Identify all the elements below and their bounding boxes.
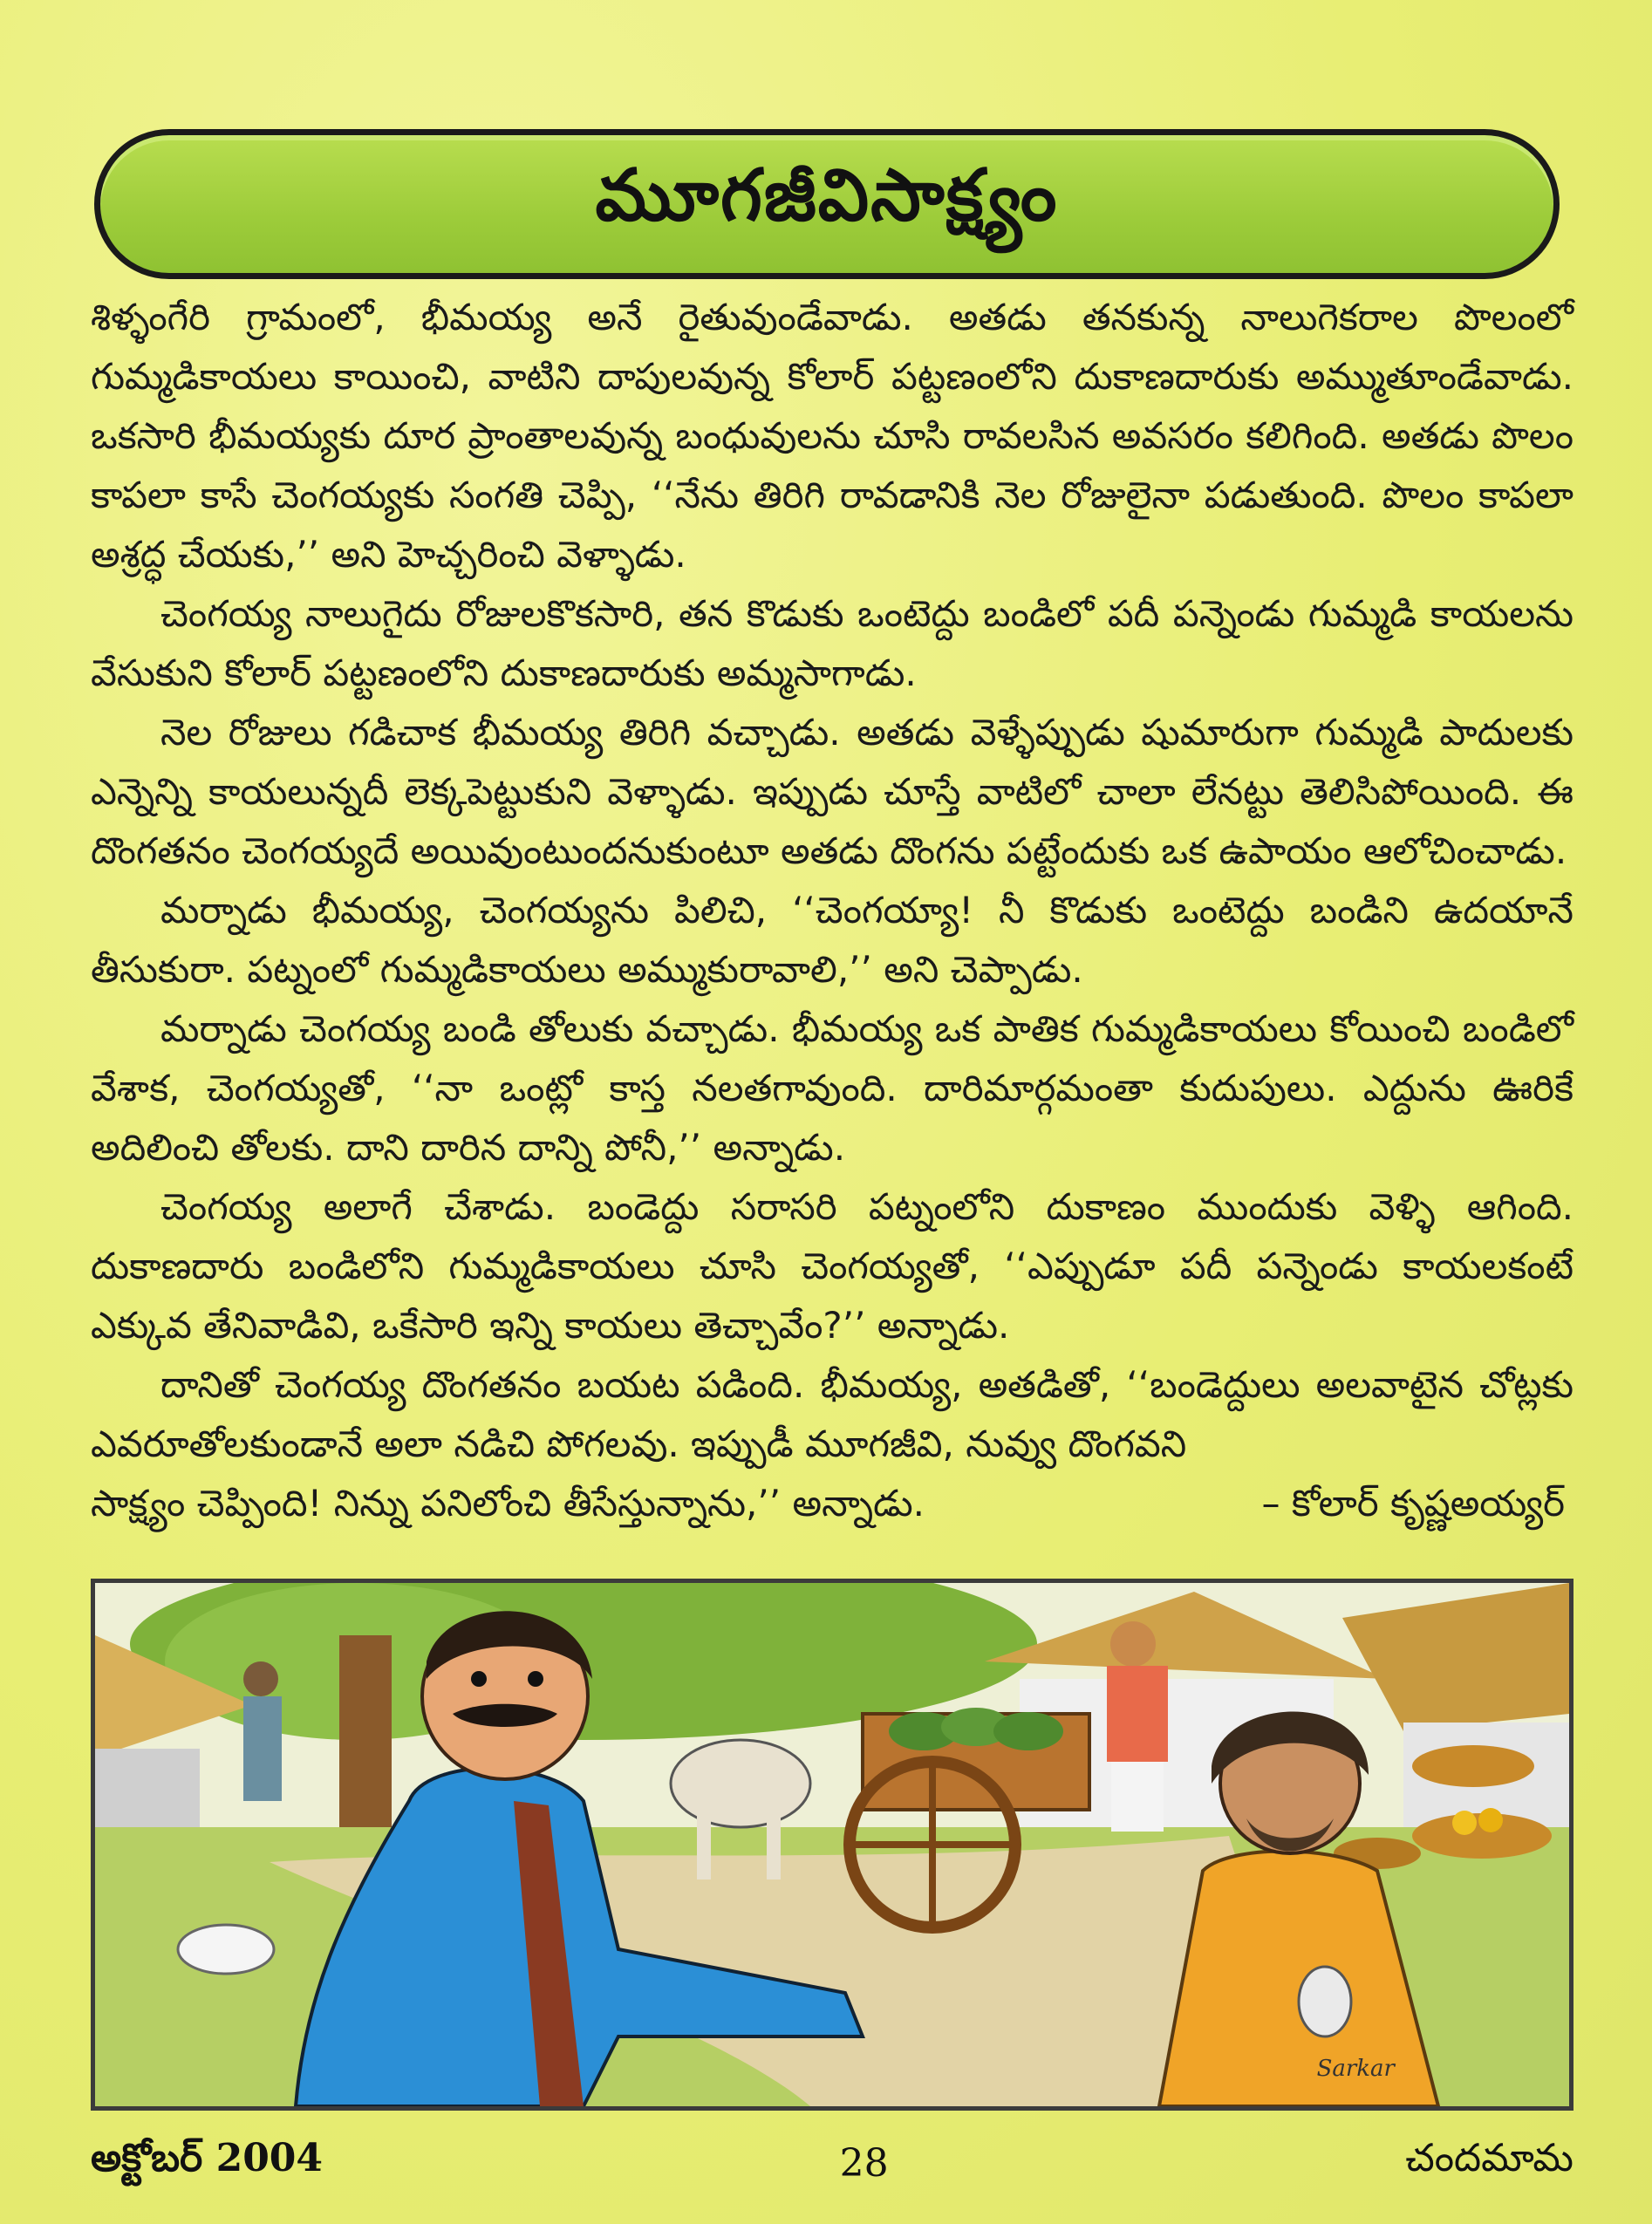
- story-paragraph-3: నెల రోజులు గడిచాక భీమయ్య తిరిగి వచ్చాడు. అతడు వెళ్ళేప్పుడు షుమారుగా గుమ్మడి పాదులకు ఎన్నెన్ని కాయలున్నదీ లెక్కపెట్టుకుని వెళ్ళాడు. ఇప్పుడు చూస్తే వాటిలో చాలా లేనట్టు తెలిసిపోయింది. ఈ దొంగతనం చెంగయ్యదే అయివుంటుందనుకుంటూ అతడు దొంగను పట్టేందుకు ఒక ఉపాయం ఆలోచించాడు.: [91, 711, 1573, 872]
- artist-signature: Sarkar: [1316, 2056, 1395, 2082]
- title-banner: [94, 129, 1560, 279]
- story-illustration: [91, 1579, 1573, 2111]
- signoff-line: [91, 1474, 1573, 1533]
- story-title: మూగజీవిసాక్ష్యం: [595, 153, 1059, 237]
- story-paragraph-4: మర్నాడు భీమయ్య, చెంగయ్యను పిలిచి, ‘‘చెంగయ్యా! నీ కొడుకు ఒంటెద్దు బండిని ఉదయానే తీసుకురా. పట్నంలో గుమ్మడికాయలు అమ్ముకురావాలి,’’ అని చెప్పాడు.: [91, 889, 1573, 991]
- page-footer: [91, 2128, 1573, 2198]
- illustration-scene: [95, 1583, 1569, 2106]
- issue-month: అక్టోబర్ 2004: [91, 2136, 324, 2180]
- story-body: [91, 288, 1573, 1552]
- page-number: 28: [839, 2140, 889, 2186]
- story-paragraph-6: చెంగయ్య అలాగే చేశాడు. బండెద్దు సరాసరి పట్నంలోని దుకాణం ముందుకు వెళ్ళి ఆగింది. దుకాణదారు బండిలోని గుమ్మడికాయలు చూసి చెంగయ్యతో, ‘‘ఎప్పుడూ పదీ పన్నెండు కాయలకంటే ఎక్కువ తేనివాడివి, ఒకేసారి ఇన్ని కాయలు తెచ్చావేం?’’ అన్నాడు.: [91, 1185, 1573, 1347]
- story-paragraph-1: శిళ్ళంగేరి గ్రామంలో, భీమయ్య అనే రైతువుండేవాడు. అతడు తనకున్న నాలుగెకరాల పొలంలో గుమ్మడికాయలు కాయించి, వాటిని దాపులవున్న కోలార్ పట్టణంలోని దుకాణదారుకు అమ్ముతూండేవాడు. ఒకసారి భీమయ్యకు దూర ప్రాంతాలవున్న బంధువులను చూసి రావలసిన అవసరం కలిగింది. అతడు పొలం కాపలా కాసే చెంగయ్యకు సంగతి చెప్పి, ‘‘నేను తిరిగి రావడానికి నెల రోజులైనా పడుతుంది. పొలం కాపలా అశ్రద్ధ చేయకు,’’ అని హెచ్చరించి వెళ్ళాడు.: [91, 296, 1573, 576]
- magazine-name: చందమామ: [1405, 2136, 1573, 2180]
- story-paragraph-5: మర్నాడు చెంగయ్య బండి తోలుకు వచ్చాడు. భీమయ్య ఒక పాతిక గుమ్మడికాయలు కోయించి బండిలో వేశాక, చెంగయ్యతో, ‘‘నా ఒంట్లో కాస్త నలతగావుంది. దారిమార్గమంతా కుదుపులు. ఎద్దును ఊరికే అదిలించి తోలకు. దాని దారిన దాన్ని పోనీ,’’ అన్నాడు.: [91, 1007, 1573, 1169]
- story-paragraph-2: చెంగయ్య నాలుగైదు రోజులకొకసారి, తన కొడుకు ఒంటెద్దు బండిలో పదీ పన్నెండు గుమ్మడి కాయలను వేసుకుని కోలార్ పట్టణంలోని దుకాణదారుకు అమ్మసాగాడు.: [91, 592, 1573, 694]
- story-paragraph-7-tail: సాక్ష్యం చెప్పింది! నిన్ను పనిలోంచి తీసేస్తున్నాను,’’ అన్నాడు.: [91, 1482, 925, 1525]
- author-credit: – కోలార్ కృష్ణఅయ్యర్: [1261, 1482, 1565, 1525]
- story-paragraph-7-body: దానితో చెంగయ్య దొంగతనం బయట పడింది. భీమయ్య, అతడితో, ‘‘బండెద్దులు అలవాటైన చోట్లకు ఎవరూతోలకుండానే అలా నడిచి పోగలవు. ఇప్పుడీ మూగజీవి, నువ్వు దొంగవని: [91, 1363, 1573, 1465]
- story-paragraph-7: [91, 1355, 1573, 1474]
